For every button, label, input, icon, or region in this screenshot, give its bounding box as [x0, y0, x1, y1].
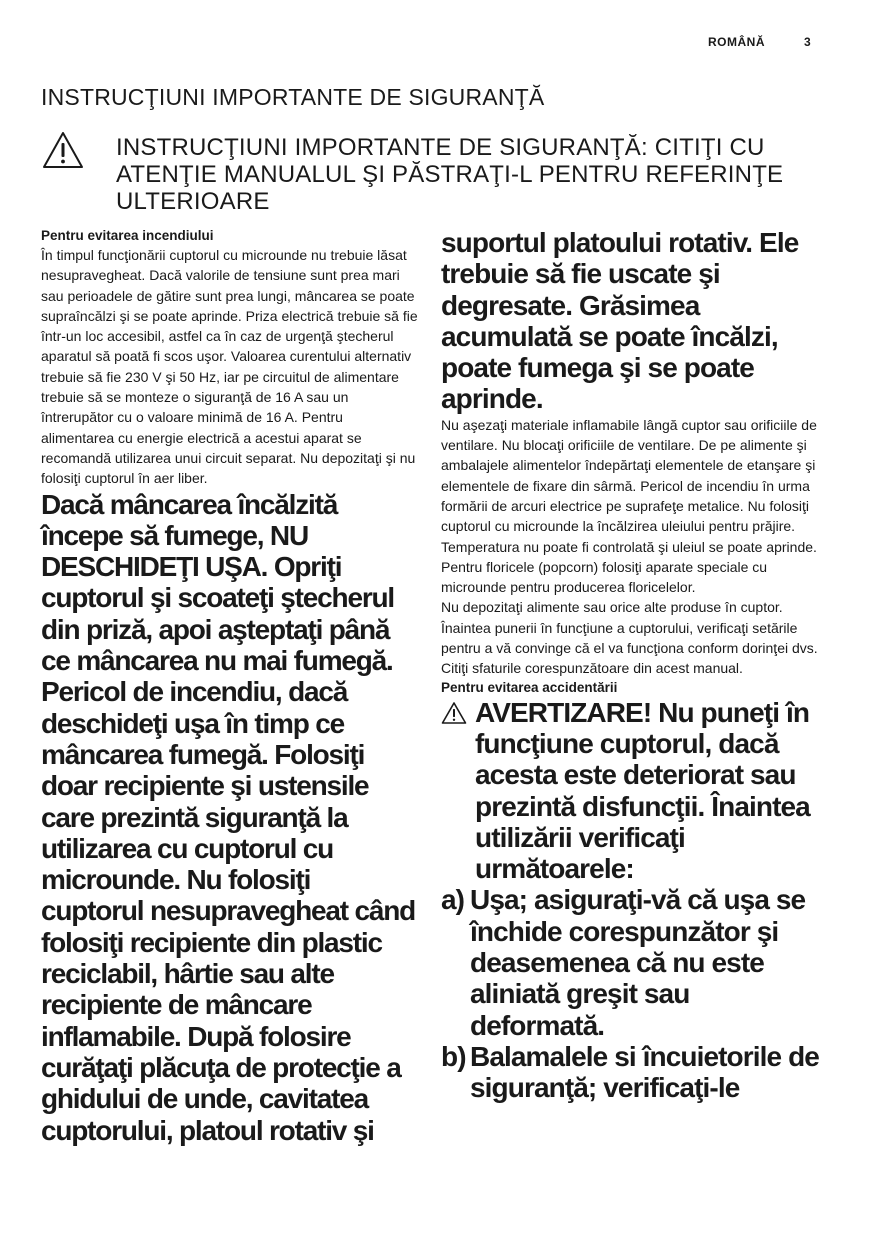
warning-block [441, 697, 826, 885]
warning-text: AVERTIZARE! Nu puneţi în funcţiune cuptorul, dacă acesta este deteriorat sau prezintă disfuncţii. Înaintea utilizării verificaţi următoarele: [475, 696, 810, 885]
left-column [41, 227, 419, 1146]
warning-triangle-icon [41, 130, 85, 170]
continued-warning-text: suportul platoului rotativ. Ele trebuie să fie uscate şi degresate. Grăsimea acumulată se poate încălzi, poate fumega şi se poate aprinde. [441, 227, 799, 415]
warning-triangle-icon [441, 701, 467, 725]
accident-prevention-heading: Pentru evitarea accidentării [441, 679, 618, 695]
fire-prevention-text: În timpul funcţionării cuptorul cu microunde nu trebuie lăsat nesupravegheat. Dacă valorile de tensiune sunt prea mari sau perioadele de gătire sunt prea lungi, mâncarea se poate supraîncălzi şi se poate aprinde. Priza electrică trebuie să fie într-un loc accesibil, astfel ca în caz de urgenţă ştecherul aparatul să poată fi scos uşor. Valoarea curentului alternativ trebuie să fie 230 V şi 50 Hz, iar pe circuitul de alimentare trebuie să se monteze o siguranţă de 16 A sau un întrerupător cu o valoare minimă de 16 A. Pentru alimentarea cu energie electrică a acestui aparat se recomandă utilizarea unui circuit separat. Nu depozitaţi şi nu folosiţi cuptorul în aer liber. [41, 247, 418, 487]
checklist-text: Balamalele si încuietorile de siguranţă; verificaţi-le [470, 1040, 819, 1104]
checklist-label: a) [441, 884, 465, 916]
flammable-materials-text: Nu aşezaţi materiale inflamabile lângă cuptor sau orificiile de ventilare. Nu blocaţi orificiile de ventilare. De pe alimente şi ambalajele alimentelor îndepărtaţi elementele de etanşare şi elementele de fixare din sârmă. Pericol de incendiu în urma formării de arcuri electrice pe suprafeţe metalice. Nu folosiţi cuptorul cu microunde la încălzirea uleiului pentru prăjire. Temperatura nu poate fi controlată şi uleiul se poate aprinde. Pentru floricele (popcorn) folosiţi aparate speciale cu microunde pentru producerea floricelelor. [441, 416, 817, 596]
page-number: 3 [804, 35, 811, 49]
section-title: INSTRUCŢIUNI IMPORTANTE DE SIGURANŢĂ [41, 84, 545, 110]
right-column [441, 227, 826, 1104]
smoke-warning-text: Dacă mâncarea încălzită începe să fumege, NU DESCHIDEŢI UŞA. Opriţi cuptorul şi scoateţi ştecherul din priză, apoi aşteptaţi până ce mâncarea nu mai fumegă. Pericol de incendiu, dacă deschideţi uşa în timp ce mâncarea fumegă. Folosiţi doar recipiente şi ustensile care prezintă siguranţă la utilizarea cu cuptorul cu microunde. Nu folosiţi cuptorul nesupravegheat când folosiţi recipiente din plastic reciclabil, hârtie sau alte recipiente de mâncare inflamabile. După folosire curăţaţi plăcuţa de protecţie a ghidului de unde, cavitatea cuptorului, platoul rotativ şi [41, 488, 416, 1146]
header-language: ROMÂNĂ [708, 35, 765, 49]
checklist-item [441, 884, 826, 1040]
checklist-label: b) [441, 1040, 466, 1072]
checklist-text: Uşa; asiguraţi-vă că uşa se închide corespunzător şi deasemenea că nu este aliniată greşit sau deformată. [470, 884, 806, 1041]
checklist-item [441, 1041, 826, 1104]
warning-heading: INSTRUCŢIUNI IMPORTANTE DE SIGURANŢĂ: CITIŢI CU ATENŢIE MANUALUL ŞI PĂSTRAŢI-L PENTRU REFERINŢE ULTERIOARE [116, 134, 784, 215]
fire-prevention-heading: Pentru evitarea incendiului [41, 228, 214, 243]
food-storage-text: Nu depozitaţi alimente sau orice alte produse în cuptor. Înaintea punerii în funcţiune a cuptorului, verificaţi setările pentru a vă convinge că el va funcţiona conform dorinţei dvs. Citiţi sfaturile corespunzătoare din acest manual. [441, 599, 818, 677]
